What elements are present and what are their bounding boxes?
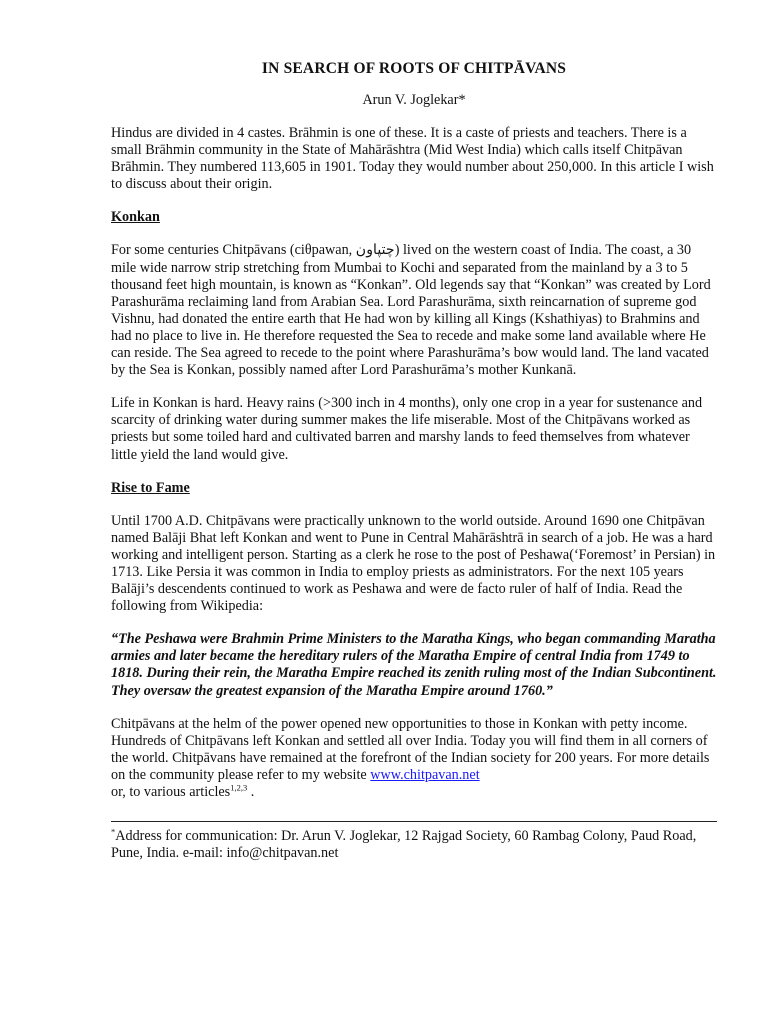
konkan-paragraph-1: For some centuries Chitpāvans (ciθpawan, چتپاون) lived on the western coast of India. The coast, a 30 mile wide narrow strip stretching from Mumbai to Kochi and separated from the mainland by a 3 to 5 thousand feet high mountain, is known as “Konkan”. Old legends say that “Konkan” was created by Lord Parashurāma reclaiming land from Arabian Sea. Lord Parashurāma, sixth reincarnation of supreme god Vishnu, had donated the entire earth that He had won by killing all Kings (Kshathiyas) to Brahmins and had no place to live in. He therefore requested the Sea to recede and make some land available where He can reside. The Sea agreed to recede to the point where Parashurāma’s bow would land. The land vacated by the Sea is Konkan, possibly named after Lord Parashurāma’s mother Kunkanā. bbox=[111, 242, 711, 379]
rise-paragraph-2 bbox=[111, 716, 717, 801]
document-title: IN SEARCH OF ROOTS OF CHITPĀVANS bbox=[261, 60, 567, 77]
section-heading-rise-to-fame: Rise to Fame bbox=[111, 479, 190, 496]
footnote-divider bbox=[111, 821, 717, 822]
document-page bbox=[111, 60, 717, 862]
wikipedia-quote: “The Peshawa were Brahmin Prime Ministers to the Maratha Kings, who began commanding Maratha armies and later became the hereditary rulers of the Maratha Empire of central India from 1749 to 1818. During their rein, the Maratha Empire reached its zenith ruling most of the Indian Subcontinent. They oversaw the greatest expansion of the Maratha Empire around 1760.” bbox=[111, 631, 717, 699]
footnote-text: Address for communication: Dr. Arun V. Joglekar, 12 Rajgad Society, 60 Rambag Colony, Paud Road, Pune, India. e-mail: info@chitpavan.net bbox=[111, 828, 697, 862]
konkan-paragraph-2: Life in Konkan is hard. Heavy rains (>300 inch in 4 months), only one crop in a year for sustenance and scarcity of drinking water during summer makes the life miserable. Most of the Chitpāvans worked as priests but some toiled hard and cultivated barren and marshy lands to feed themselves from whatever little yield the land would give. bbox=[111, 395, 703, 463]
section-heading-konkan: Konkan bbox=[111, 209, 160, 226]
reference-superscript: 1,2,3 bbox=[230, 782, 248, 793]
footnote-marker: * bbox=[111, 826, 116, 837]
footnote bbox=[111, 828, 717, 862]
intro-paragraph: Hindus are divided in 4 castes. Brāhmin is one of these. It is a caste of priests and teachers. There is a small Brāhmin community in the State of Mahārāshtra (Mid West India) which calls itself Chitpāvan Brāhmin. They numbered 113,605 in 1901. Today they would number about 250,000. In this article I wish to discuss about their origin. bbox=[111, 125, 714, 193]
rise-paragraph-1: Until 1700 A.D. Chitpāvans were practically unknown to the world outside. Around 1690 one Chitpāvan named Balāji Bhat left Konkan and went to Pune in Central Mahārāshtrā in search of a job. He was a hard working and intelligent person. Starting as a clerk he rose to the post of Peshawa(‘Foremost’ in Persian) in 1713. Like Persia it was common in India to employ priests as administrators. For the next 105 years Balāji’s descendents continued to work as Peshawa and were de facto ruler of half of India. Read the following from Wikipedia: bbox=[111, 512, 716, 615]
author-line: Arun V. Joglekar* bbox=[362, 92, 466, 108]
articles-text: or, to various articles bbox=[111, 784, 231, 800]
rise-paragraph-2-text: Chitpāvans at the helm of the power opened new opportunities to those in Konkan with petty income. Hundreds of Chitpāvans left Konkan and settled all over India. Today you will find them in all corners of the world. Chitpāvans have remained at the forefront of the Indian society for 200 years. For more details on the community please refer to my website bbox=[111, 715, 710, 783]
website-link[interactable]: www.chitpavan.net bbox=[370, 766, 480, 783]
articles-end: . bbox=[247, 784, 255, 800]
